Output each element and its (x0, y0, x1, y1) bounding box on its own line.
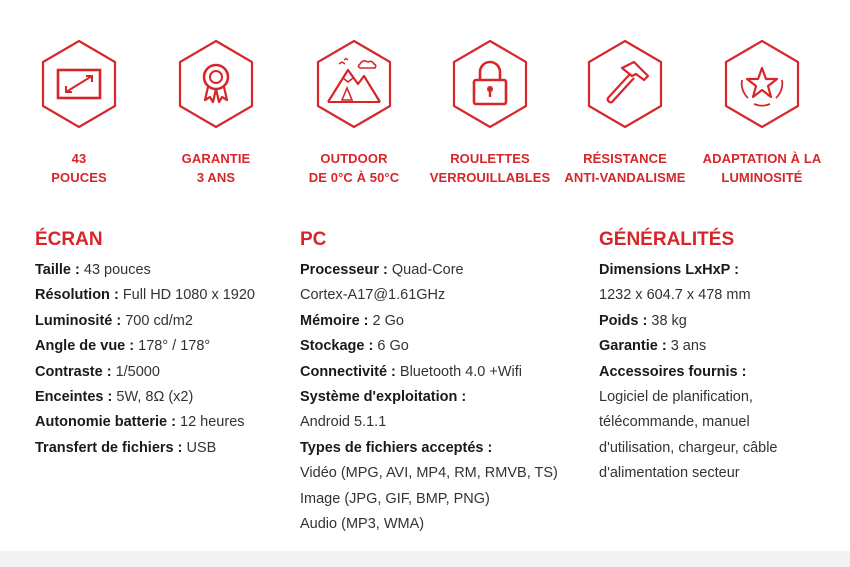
spec-row (300, 334, 590, 359)
spec-value: USB (186, 439, 217, 456)
feature-line2: 3 ANS (196, 170, 236, 185)
spec-row (35, 360, 295, 385)
feature-line1: ADAPTATION À LA (702, 151, 822, 166)
ecran-section (35, 228, 295, 461)
spec-value: Android 5.1.1 (300, 414, 387, 431)
feature-label (9, 149, 149, 187)
mountain-icon (314, 38, 394, 130)
spec-label: Accessoires fournis : (599, 363, 747, 380)
spec-value: d'utilisation, chargeur, câble (599, 439, 778, 456)
spec-label: Garantie : (599, 338, 671, 355)
feature-screen-size (9, 38, 149, 187)
spec-label: Résolution : (35, 287, 123, 304)
padlock-icon (450, 38, 530, 130)
spec-label: Contraste : (35, 363, 116, 380)
spec-row (35, 436, 295, 461)
footer-strip (0, 551, 850, 567)
feature-line1: OUTDOOR (320, 151, 388, 166)
feature-line2: DE 0°C À 50°C (308, 170, 400, 185)
spec-row (300, 436, 590, 461)
spec-label: Dimensions LxHxP : (599, 262, 739, 278)
spec-row (599, 461, 839, 486)
hammer-icon (585, 38, 665, 130)
spec-row (35, 309, 295, 334)
spec-row (599, 436, 839, 461)
generalites-title: GÉNÉRALITÉS (599, 229, 735, 250)
feature-outdoor (284, 38, 424, 187)
spec-label: Enceintes : (35, 389, 117, 406)
spec-row (599, 360, 839, 385)
spec-row (599, 334, 839, 359)
pc-title: PC (300, 229, 327, 250)
spec-label: Luminosité : (35, 312, 126, 329)
star-icon (722, 38, 802, 130)
feature-label (284, 149, 424, 187)
pc-section (300, 228, 590, 537)
feature-label (146, 149, 286, 187)
spec-row (300, 258, 590, 283)
feature-label (420, 149, 560, 187)
spec-value: 2 Go (372, 312, 404, 329)
spec-value: d'alimentation secteur (599, 465, 740, 482)
spec-label: Types de fichiers acceptés : (300, 439, 493, 456)
feature-anti-vandal (555, 38, 695, 187)
spec-row (599, 410, 839, 435)
feature-label (692, 149, 832, 187)
spec-value: Audio (MP3, WMA) (300, 516, 425, 533)
spec-value: Logiciel de planification, (599, 389, 753, 406)
feature-line2: LUMINOSITÉ (721, 170, 803, 185)
feature-warranty (146, 38, 286, 187)
feature-line1: RÉSISTANCE (583, 151, 667, 166)
spec-value: 1232 x 604.7 x 478 mm (599, 287, 751, 304)
spec-row (35, 334, 295, 359)
award-ribbon-icon (176, 38, 256, 130)
generalites-section (599, 228, 839, 487)
spec-row (300, 309, 590, 334)
spec-row (35, 410, 295, 435)
spec-row (599, 283, 839, 308)
spec-label: Angle de vue : (35, 338, 139, 355)
spec-label: Connectivité : (300, 363, 400, 380)
feature-line2: VERROUILLABLES (429, 170, 551, 185)
feature-line1: GARANTIE (181, 151, 251, 166)
spec-value: 12 heures (180, 414, 245, 431)
spec-value: 43 pouces (83, 262, 151, 278)
feature-brightness (692, 38, 832, 187)
spec-label: Système d'exploitation : (300, 389, 467, 406)
spec-row (300, 410, 590, 435)
spec-row (35, 385, 295, 410)
feature-line2: ANTI-VANDALISME (564, 170, 686, 185)
spec-row (599, 258, 839, 283)
feature-line1: 43 (71, 151, 87, 166)
spec-row (35, 283, 295, 308)
spec-value: télécommande, manuel (599, 414, 750, 431)
spec-row (599, 385, 839, 410)
feature-lockable-wheels (420, 38, 560, 187)
screen-size-icon (39, 38, 119, 130)
spec-row (35, 258, 295, 283)
feature-line2: POUCES (51, 170, 107, 185)
spec-value: 1/5000 (115, 363, 160, 380)
spec-label: Transfert de fichiers : (35, 439, 187, 456)
spec-value: 5W, 8Ω (x2) (116, 389, 194, 406)
spec-value: Cortex-A17@1.61GHz (300, 287, 446, 304)
features-row (0, 0, 850, 200)
spec-row (300, 461, 590, 486)
spec-value: 6 Go (377, 338, 409, 355)
spec-label: Taille : (35, 262, 84, 278)
spec-label: Processeur : (300, 262, 392, 278)
spec-label: Mémoire : (300, 312, 373, 329)
spec-row (300, 487, 590, 512)
spec-label: Poids : (599, 312, 652, 329)
spec-value: Vidéo (MPG, AVI, MP4, RM, RMVB, TS) (300, 465, 558, 482)
ecran-title: ÉCRAN (35, 229, 103, 250)
spec-row (599, 309, 839, 334)
spec-value: Image (JPG, GIF, BMP, PNG) (300, 490, 490, 507)
spec-row (300, 360, 590, 385)
spec-row (300, 385, 590, 410)
spec-value: Bluetooth 4.0 +Wifi (399, 363, 523, 380)
spec-value: 178° / 178° (138, 338, 211, 355)
spec-value: 3 ans (670, 338, 707, 355)
spec-value: Quad-Core (391, 262, 464, 278)
spec-row (300, 283, 590, 308)
spec-row (300, 512, 590, 537)
feature-line1: ROULETTES (450, 151, 530, 166)
spec-label: Stockage : (300, 338, 378, 355)
spec-value: 38 kg (651, 312, 687, 329)
spec-value: Full HD 1080 x 1920 (122, 287, 255, 304)
spec-label: Autonomie batterie : (35, 414, 181, 431)
feature-label (555, 149, 695, 187)
spec-value: 700 cd/m2 (125, 312, 193, 329)
